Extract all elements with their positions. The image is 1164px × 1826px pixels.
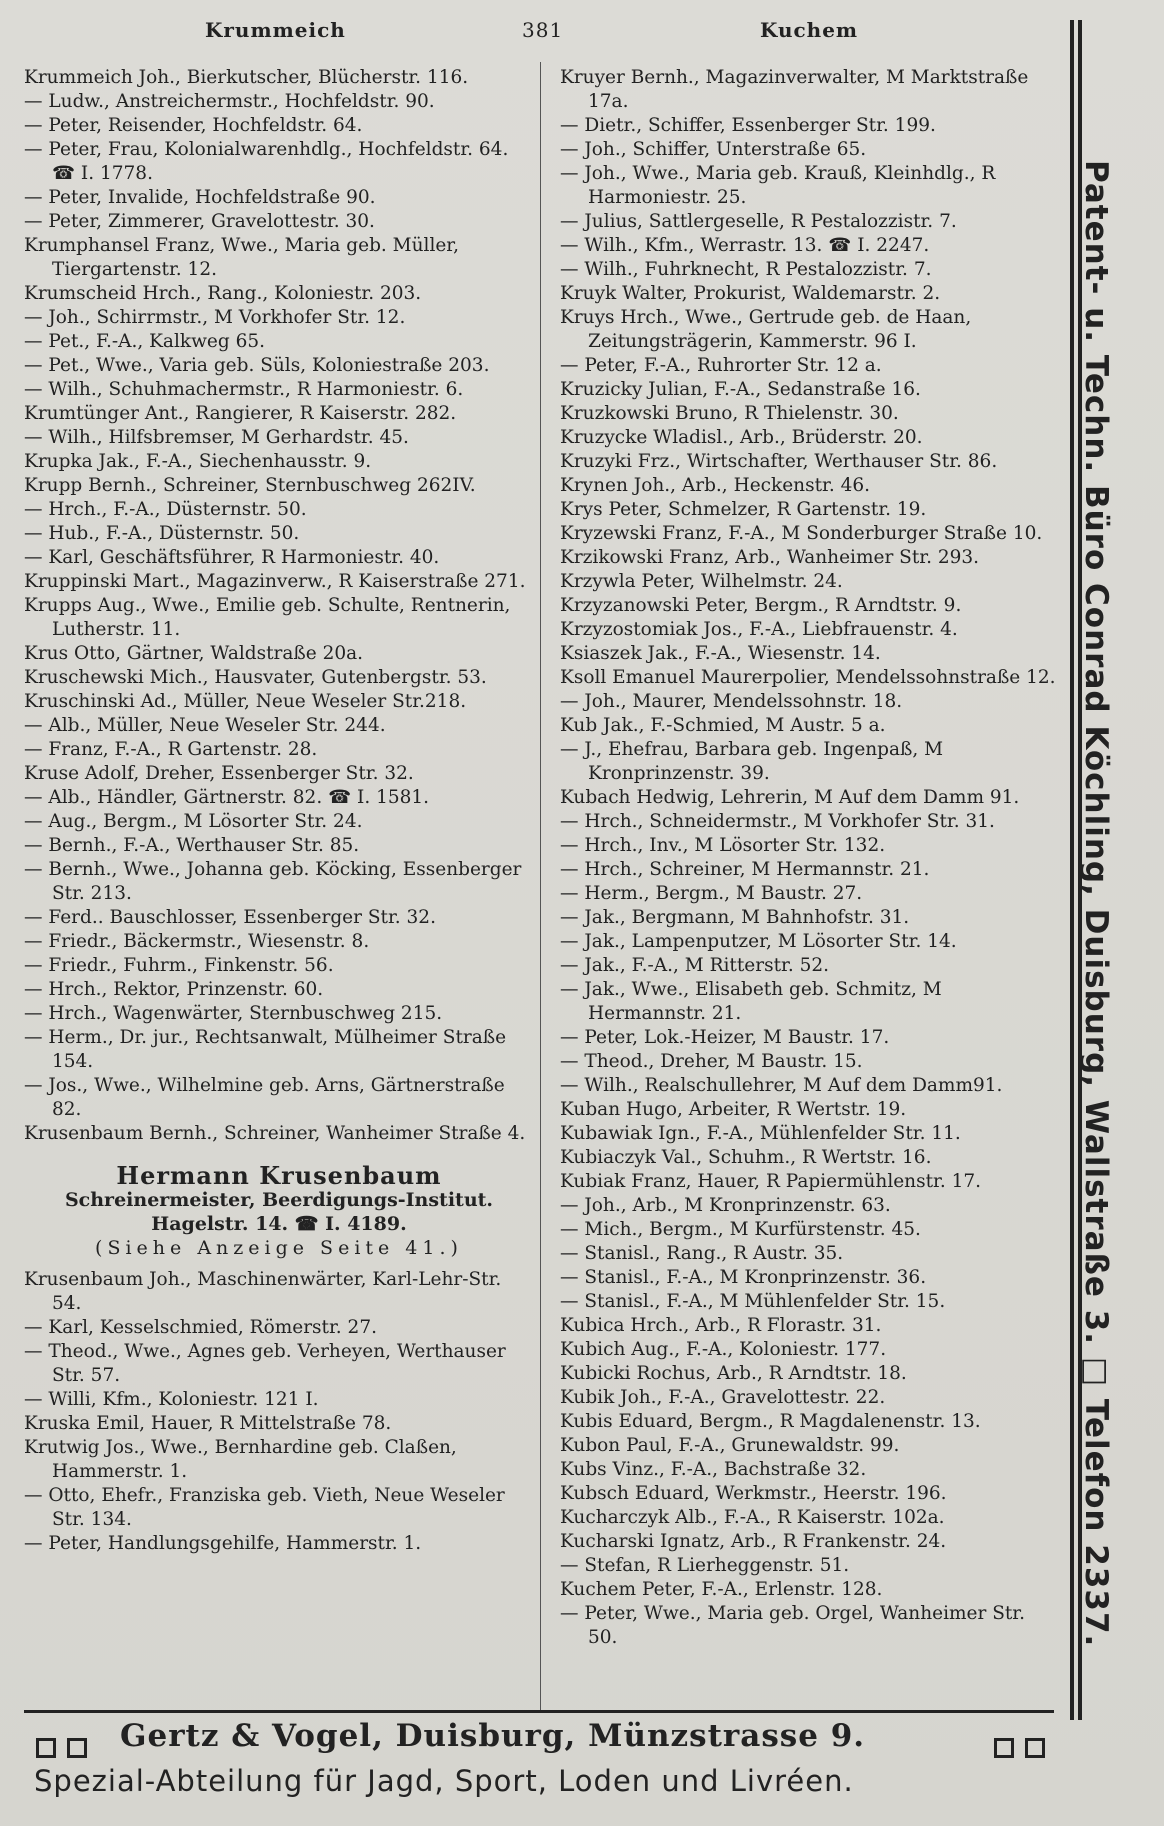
- directory-entry: — Joh., Schirrmstr., M Vorkhofer Str. 12.: [24, 307, 406, 328]
- directory-entry: — Stanisl., Rang., R Austr. 35.: [560, 1243, 844, 1264]
- directory-entry: Krusenbaum Joh., Maschinenwärter, Karl-Lehr-Str. 54.: [24, 1269, 502, 1314]
- directory-entry: — J., Ehefrau, Barbara geb. Ingenpaß, M Kronprinzenstr. 39.: [560, 739, 944, 784]
- directory-entry: — Peter, F.-A., Ruhrorter Str. 12 a.: [560, 355, 882, 376]
- directory-entry: — Hrch., Rektor, Prinzenstr. 60.: [24, 979, 324, 1000]
- directory-entry: Krumtünger Ant., Rangierer, R Kaiserstr. 282.: [24, 403, 457, 424]
- directory-entry: Krumphansel Franz, Wwe., Maria geb. Müller, Tiergartenstr. 12.: [24, 235, 460, 280]
- directory-entry: — Peter, Reisender, Hochfeldstr. 64.: [24, 115, 363, 136]
- footer-line2: Spezial-Abteilung für Jagd, Sport, Loden und Livréen.: [34, 1764, 854, 1798]
- directory-entry: — Jak., F.-A., M Ritterstr. 52.: [560, 955, 830, 976]
- directory-entry: Kruzkowski Bruno, R Thielenstr. 30.: [560, 403, 899, 424]
- square-ornament: [36, 1730, 87, 1766]
- directory-entry: — Wilh., Realschullehrer, M Auf dem Damm91.: [560, 1075, 1003, 1096]
- directory-entry: Kruschewski Mich., Hausvater, Gutenbergstr. 53.: [24, 667, 487, 688]
- directory-entry: — Peter, Invalide, Hochfeldstraße 90.: [24, 187, 376, 208]
- directory-entry: — Herm., Dr. jur., Rechtsanwalt, Mülheimer Straße 154.: [24, 1027, 507, 1072]
- directory-entry: Kruzicky Julian, F.-A., Sedanstraße 16.: [560, 379, 921, 400]
- directory-entry: — Hrch., Schreiner, M Hermannstr. 21.: [560, 859, 930, 880]
- running-head-right: Kuchem: [760, 18, 859, 42]
- directory-entry: Krzyzostomiak Jos., F.-A., Liebfrauenstr. 4.: [560, 619, 958, 640]
- directory-entry: Kryzewski Franz, F.-A., M Sonderburger Straße 10.: [560, 523, 1043, 544]
- directory-entry: — Joh., Maurer, Mendelssohnstr. 18.: [560, 691, 903, 712]
- directory-entry: — Theod., Wwe., Agnes geb. Verheyen, Werthauser Str. 57.: [24, 1341, 506, 1386]
- directory-entry: Kucharski Ignatz, Arb., R Frankenstr. 24.: [560, 1531, 947, 1552]
- directory-entry: — Hrch., Wagenwärter, Sternbuschweg 215.: [24, 1003, 443, 1024]
- directory-entry: Kucharczyk Alb., F.-A., R Kaiserstr. 102a.: [560, 1507, 945, 1528]
- directory-entry: — Joh., Wwe., Maria geb. Krauß, Kleinhdlg., R Harmoniestr. 25.: [560, 163, 996, 208]
- directory-entry: Kubich Aug., F.-A., Koloniestr. 177.: [560, 1339, 887, 1360]
- left-entries-after: [24, 1268, 534, 1556]
- ad-krusenbaum: [24, 1161, 534, 1260]
- directory-entry: Kubiak Franz, Hauer, R Papiermühlenstr. 17.: [560, 1171, 982, 1192]
- directory-entry: Krutwig Jos., Wwe., Bernhardine geb. Claßen, Hammerstr. 1.: [24, 1437, 457, 1482]
- left-entries: [24, 66, 534, 1146]
- right-entries: [560, 66, 1060, 1650]
- square-ornament: [994, 1730, 1045, 1766]
- ad-line3: (Siehe Anzeige Seite 41.): [95, 1237, 463, 1259]
- directory-entry: Krupka Jak., F.-A., Siechenhausstr. 9.: [24, 451, 372, 472]
- directory-entry: — Ferd.. Bauschlosser, Essenberger Str. 32.: [24, 907, 436, 928]
- directory-entry: — Wilh., Kfm., Werrastr. 13. ☎ I. 2247.: [560, 235, 930, 256]
- directory-entry: Krzikowski Franz, Arb., Wanheimer Str. 293.: [560, 547, 980, 568]
- directory-entry: Ksiaszek Jak., F.-A., Wiesenstr. 14.: [560, 643, 881, 664]
- directory-entry: Kruska Emil, Hauer, R Mittelstraße 78.: [24, 1413, 392, 1434]
- sidebar-advert: [1064, 20, 1160, 1720]
- directory-entry: — Jak., Wwe., Elisabeth geb. Schmitz, M Hermannstr. 21.: [560, 979, 942, 1024]
- directory-entry: — Wilh., Hilfsbremser, M Gerhardstr. 45.: [24, 427, 409, 448]
- ad-line1: Schreinermeister, Beerdigungs-Institut.: [64, 1189, 494, 1211]
- directory-entry: Kruse Adolf, Dreher, Essenberger Str. 32.: [24, 763, 414, 784]
- directory-entry: Kruys Hrch., Wwe., Gertrude geb. de Haan, Zeitungsträgerin, Kammerstr. 96 I.: [560, 307, 972, 352]
- directory-entry: — Hrch., F.-A., Düsternstr. 50.: [24, 499, 307, 520]
- directory-entry: — Peter, Handlungsgehilfe, Hammerstr. 1.: [24, 1533, 422, 1554]
- directory-entry: — Bernh., Wwe., Johanna geb. Köcking, Essenberger Str. 213.: [24, 859, 522, 904]
- directory-entry: Kruzyki Frz., Wirtschafter, Werthauser Str. 86.: [560, 451, 998, 472]
- directory-entry: — Otto, Ehefr., Franziska geb. Vieth, Neue Weseler Str. 134.: [24, 1485, 505, 1530]
- directory-entry: — Pet., Wwe., Varia geb. Süls, Koloniestraße 203.: [24, 355, 490, 376]
- directory-entry: — Hrch., Schneidermstr., M Vorkhofer Str. 31.: [560, 811, 995, 832]
- page-number: 381: [522, 18, 564, 42]
- directory-entry: — Wilh., Schuhmachermstr., R Harmoniestr. 6.: [24, 379, 464, 400]
- directory-entry: — Aug., Bergm., M Lösorter Str. 24.: [24, 811, 363, 832]
- directory-entry: — Wilh., Fuhrknecht, R Pestalozzistr. 7.: [560, 259, 932, 280]
- directory-entry: Krys Peter, Schmelzer, R Gartenstr. 19.: [560, 499, 927, 520]
- directory-entry: Kubik Joh., F.-A., Gravelottestr. 22.: [560, 1387, 886, 1408]
- directory-entry: — Stefan, R Lierheggenstr. 51.: [560, 1555, 850, 1576]
- directory-entry: Kubis Eduard, Bergm., R Magdalenenstr. 13.: [560, 1411, 981, 1432]
- directory-entry: Krzyzanowski Peter, Bergm., R Arndtstr. 9.: [560, 595, 962, 616]
- left-column: [24, 66, 534, 1556]
- directory-entry: — Franz, F.-A., R Gartenstr. 28.: [24, 739, 318, 760]
- directory-entry: Ksoll Emanuel Maurerpolier, Mendelssohnstraße 12.: [560, 667, 1056, 688]
- sidebar-text: Patent- u. Techn. Büro Conrad Köchling, Duisburg, Wallstraße 3. □ Telefon 2337.: [1078, 160, 1114, 1648]
- directory-entry: Kuban Hugo, Arbeiter, R Wertstr. 19.: [560, 1099, 907, 1120]
- directory-entry: — Jak., Lampenputzer, M Lösorter Str. 14.: [560, 931, 957, 952]
- directory-entry: Kubiaczyk Val., Schuhm., R Wertstr. 16.: [560, 1147, 932, 1168]
- directory-entry: — Joh., Schiffer, Unterstraße 65.: [560, 139, 867, 160]
- directory-entry: — Karl, Geschäftsführer, R Harmoniestr. 40.: [24, 547, 440, 568]
- directory-entry: — Jos., Wwe., Wilhelmine geb. Arns, Gärtnerstraße 82.: [24, 1075, 505, 1120]
- directory-entry: — Ludw., Anstreichermstr., Hochfeldstr. 90.: [24, 91, 435, 112]
- directory-entry: Krummeich Joh., Bierkutscher, Blücherstr. 116.: [24, 67, 469, 88]
- directory-entry: — Willi, Kfm., Koloniestr. 121 I.: [24, 1389, 319, 1410]
- directory-entry: — Peter, Zimmerer, Gravelottestr. 30.: [24, 211, 375, 232]
- ad-name: Hermann Krusenbaum: [116, 1161, 442, 1190]
- running-head-left: Krummeich: [205, 18, 346, 42]
- directory-entry: Krzywla Peter, Wilhelmstr. 24.: [560, 571, 843, 592]
- directory-entry: — Hub., F.-A., Düsternstr. 50.: [24, 523, 300, 544]
- directory-entry: Krumscheid Hrch., Rang., Koloniestr. 203.: [24, 283, 422, 304]
- directory-entry: — Hrch., Inv., M Lösorter Str. 132.: [560, 835, 886, 856]
- directory-entry: Kubica Hrch., Arb., R Florastr. 31.: [560, 1315, 882, 1336]
- directory-entry: Kubicki Rochus, Arb., R Arndtstr. 18.: [560, 1363, 907, 1384]
- directory-entry: — Mich., Bergm., M Kurfürstenstr. 45.: [560, 1219, 921, 1240]
- directory-entry: — Herm., Bergm., M Baustr. 27.: [560, 883, 863, 904]
- directory-entry: Krupp Bernh., Schreiner, Sternbuschweg 262IV.: [24, 475, 476, 496]
- directory-entry: — Alb., Müller, Neue Weseler Str. 244.: [24, 715, 386, 736]
- directory-entry: Kruppinski Mart., Magazinverw., R Kaiserstraße 271.: [24, 571, 526, 592]
- directory-entry: Kubach Hedwig, Lehrerin, M Auf dem Damm 91.: [560, 787, 1020, 808]
- directory-entry: — Julius, Sattlergeselle, R Pestalozzistr. 7.: [560, 211, 957, 232]
- column-divider: [540, 62, 541, 1710]
- directory-entry: — Peter, Lok.-Heizer, M Baustr. 17.: [560, 1027, 890, 1048]
- directory-entry: — Friedr., Fuhrm., Finkenstr. 56.: [24, 955, 334, 976]
- directory-entry: — Bernh., F.-A., Werthauser Str. 85.: [24, 835, 360, 856]
- directory-entry: Krupps Aug., Wwe., Emilie geb. Schulte, Rentnerin, Lutherstr. 11.: [24, 595, 511, 640]
- directory-entry: — Dietr., Schiffer, Essenberger Str. 199.: [560, 115, 936, 136]
- directory-entry: — Peter, Frau, Kolonialwarenhdlg., Hochfeldstr. 64. ☎ I. 1778.: [24, 139, 509, 184]
- directory-entry: Kruzycke Wladisl., Arb., Brüderstr. 20.: [560, 427, 923, 448]
- directory-entry: — Alb., Händler, Gärtnerstr. 82. ☎ I. 1581.: [24, 787, 430, 808]
- footer-line1-text: Gertz & Vogel, Duisburg, Münzstrasse 9.: [120, 1718, 866, 1754]
- directory-entry: — Pet., F.-A., Kalkweg 65.: [24, 331, 266, 352]
- directory-entry: Kubs Vinz., F.-A., Bachstraße 32.: [560, 1459, 867, 1480]
- directory-entry: Kubsch Eduard, Werkmstr., Heerstr. 196.: [560, 1483, 947, 1504]
- directory-entry: Krus Otto, Gärtner, Waldstraße 20a.: [24, 643, 364, 664]
- directory-entry: — Friedr., Bäckermstr., Wiesenstr. 8.: [24, 931, 370, 952]
- directory-entry: — Joh., Arb., M Kronprinzenstr. 63.: [560, 1195, 891, 1216]
- directory-entry: Kub Jak., F.-Schmied, M Austr. 5 a.: [560, 715, 886, 736]
- directory-entry: Kruyer Bernh., Magazinverwalter, M Marktstraße 17a.: [560, 67, 1029, 112]
- directory-entry: — Theod., Dreher, M Baustr. 15.: [560, 1051, 863, 1072]
- directory-entry: — Peter, Wwe., Maria geb. Orgel, Wanheimer Str. 50.: [560, 1603, 1026, 1648]
- right-column: [560, 66, 1060, 1650]
- directory-entry: Krynen Joh., Arb., Heckenstr. 46.: [560, 475, 871, 496]
- directory-entry: Kruyk Walter, Prokurist, Waldemarstr. 2.: [560, 283, 941, 304]
- ad-line2: Hagelstr. 14. ☎ I. 4189.: [151, 1213, 407, 1235]
- directory-entry: Kubawiak Ign., F.-A., Mühlenfelder Str. 11.: [560, 1123, 961, 1144]
- footer-rule: [24, 1710, 1054, 1713]
- directory-entry: — Jak., Bergmann, M Bahnhofstr. 31.: [560, 907, 910, 928]
- directory-entry: Krusenbaum Bernh., Schreiner, Wanheimer Straße 4.: [24, 1123, 526, 1144]
- directory-entry: Kuchem Peter, F.-A., Erlenstr. 128.: [560, 1579, 883, 1600]
- sidebar-rule: [1070, 20, 1074, 1720]
- directory-entry: Kubon Paul, F.-A., Grunewaldstr. 99.: [560, 1435, 900, 1456]
- directory-entry: Kruschinski Ad., Müller, Neue Weseler Str.218.: [24, 691, 467, 712]
- directory-entry: — Karl, Kesselschmied, Römerstr. 27.: [24, 1317, 377, 1338]
- directory-entry: — Stanisl., F.-A., M Kronprinzenstr. 36.: [560, 1267, 927, 1288]
- directory-entry: — Stanisl., F.-A., M Mühlenfelder Str. 15.: [560, 1291, 946, 1312]
